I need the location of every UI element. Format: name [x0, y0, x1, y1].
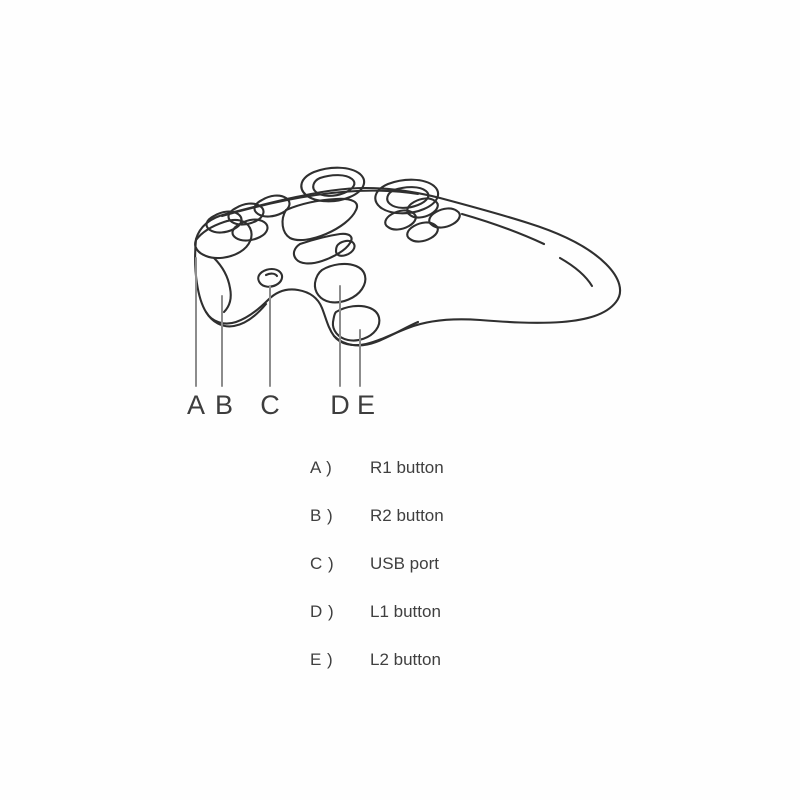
- legend-key-d: D ): [310, 602, 335, 621]
- controller-body-outline: [195, 168, 620, 346]
- legend-item: [310, 506, 730, 554]
- legend-label-c: USB port: [370, 554, 439, 573]
- callout-letter-e: E: [356, 390, 376, 420]
- legend-key-a: A ): [310, 458, 333, 477]
- legend-key-e: E ): [310, 650, 334, 669]
- callout-letters-group: [187, 390, 375, 420]
- legend-item: [310, 554, 730, 602]
- legend-key-b: B ): [310, 506, 334, 525]
- legend-label-d: L1 button: [370, 602, 441, 621]
- callout-letter-d: D: [330, 390, 350, 420]
- legend-item: [310, 650, 730, 698]
- legend-item: [310, 602, 730, 650]
- callout-letter-b: B: [214, 390, 234, 420]
- legend-label-b: R2 button: [370, 506, 444, 525]
- legend-item: [310, 458, 730, 506]
- legend-label-e: L2 button: [370, 650, 441, 669]
- callout-letter-a: A: [186, 390, 206, 420]
- legend-list: [310, 458, 730, 698]
- legend-label-a: R1 button: [370, 458, 444, 477]
- legend-key-c: C ): [310, 554, 335, 573]
- callout-letter-c: C: [260, 390, 280, 420]
